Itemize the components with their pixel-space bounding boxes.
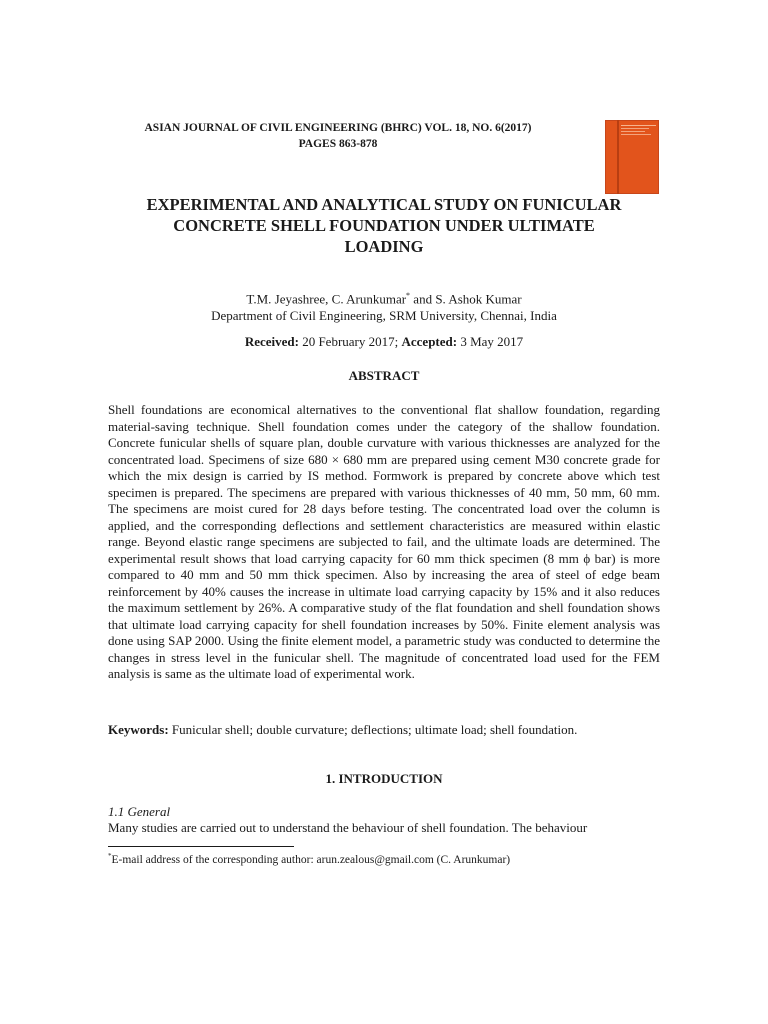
paper-title-line3: LOADING — [344, 237, 424, 256]
cover-text-line — [621, 134, 651, 135]
received-date: 20 February 2017; — [298, 334, 402, 349]
author-names-part2: and S. Ashok Kumar — [410, 291, 522, 307]
introduction-heading: 1. INTRODUCTION — [325, 771, 443, 786]
footnote-text: E-mail address of the corresponding author: arun.zealous@gmail.com (C. Arunkumar) — [111, 853, 511, 866]
footnote — [108, 852, 668, 866]
keywords-list: Funicular shell; double curvature; deflections; ultimate load; shell foundation. — [168, 722, 578, 737]
cover-text-line — [621, 131, 645, 132]
authors-block — [108, 287, 660, 324]
subsection-general-heading: 1.1 General — [108, 804, 171, 819]
received-label: Received: — [244, 334, 299, 349]
accepted-label: Accepted: — [401, 334, 458, 349]
corresponding-author-mark: * — [406, 291, 411, 300]
abstract-text: Shell foundations are economical alternatives to the conventional flat shallow foundation, regarding material-saving technique. Shell foundation comes under the category of the shallow foundation. Concrete funicular shells of square plan, double curvature with various thicknesses are analyzed for the concentrated load. Specimens of size 680 × 680 mm are prepared using cement M30 concrete grade for which the mix design is carried by IS method. Formwork is prepared by concrete above which test specimen is prepared. The specimens are prepared with various thicknesses of 40 mm, 50 mm, 60 mm. The specimens are moist cured for 28 days before testing. The concentrated load over the column is applied, and the corresponding deflections and settlement characteristics are measured within elastic range. Beyond elastic range specimens are subjected to fail, and the ultimate loads are determined. The experimental result shows that load carrying capacity for 60 mm thick specimen (8 mm ϕ bar) is more compared to 40 mm and 50 mm thick specimen. Also by increasing the area of steel of edge beam reinforcement by 40% causes the increase in ultimate load carrying capacity by 15% and it also reduces the maximum settlement by 26%. A comparative study of the flat foundation and shell foundation shows that ultimate load carrying capacity for shell foundation increases by 50%. Finite element analysis was done using SAP 2000. Using the finite element model, a parametric study was conducted to determine the changes in stress level in the funicular shell. The magnitude of concentrated load used for the FEM analysis is same as the ultimate load of experimental work. — [108, 402, 660, 681]
journal-header-line1: ASIAN JOURNAL OF CIVIL ENGINEERING (BHRC) VOL. 18, NO. 6(2017) — [144, 122, 532, 134]
keywords-label: Keywords: — [108, 722, 169, 737]
submission-dates — [108, 334, 660, 350]
footnote-divider — [108, 846, 294, 847]
author-names-part1: T.M. Jeyashree, C. Arunkumar — [246, 291, 407, 307]
introduction-text: Many studies are carried out to understand the behaviour of shell foundation. The behaviour — [108, 820, 588, 835]
journal-cover-thumbnail — [605, 120, 659, 194]
abstract-heading: ABSTRACT — [348, 368, 420, 383]
paper-title — [108, 194, 660, 257]
footnote-mark: * — [108, 852, 112, 860]
cover-text-line — [621, 128, 649, 129]
keywords — [108, 722, 660, 738]
accepted-date: 3 May 2017 — [457, 334, 524, 349]
paper-title-line1: EXPERIMENTAL AND ANALYTICAL STUDY ON FUNICULAR — [146, 195, 622, 214]
author-affiliation: Department of Civil Engineering, SRM University, Chennai, India — [211, 308, 557, 324]
journal-header-line2: PAGES 863-878 — [298, 138, 378, 150]
author-names — [108, 287, 660, 307]
cover-spine — [617, 120, 619, 194]
journal-header — [108, 120, 568, 152]
paper-title-line2: CONCRETE SHELL FOUNDATION UNDER ULTIMATE — [173, 216, 595, 235]
